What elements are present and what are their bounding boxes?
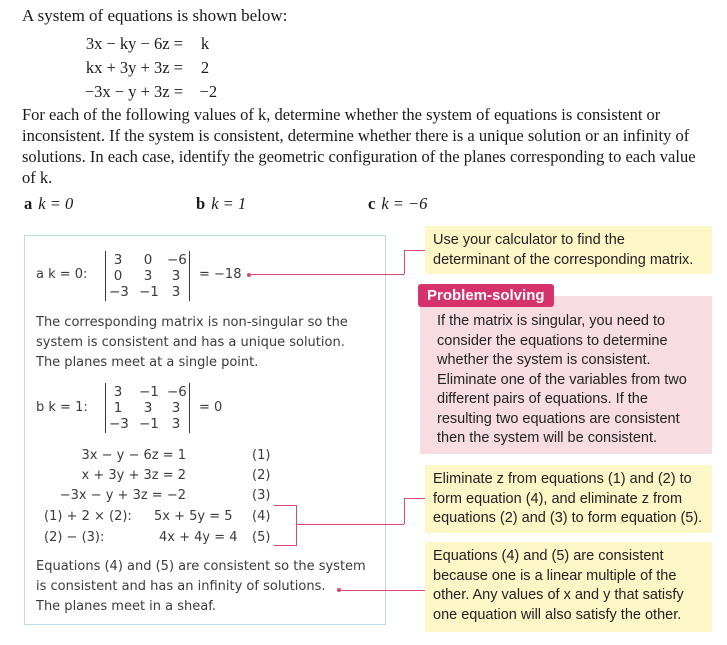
system-eq-5-operation: (2) − (3): — [44, 530, 105, 545]
part-letter: c — [368, 194, 376, 213]
note-problem-solving: If the matrix is singular, you need to consider the equations to determine whether the system is consistent. Eliminate one of the variables from two different pairs of equations. If the resulting two equations are consistent then the system will be consistent. — [420, 296, 712, 454]
system-eq-2-number: (2) — [252, 468, 271, 483]
matrix-cell: 3 — [143, 400, 153, 416]
system-eq-1-number: (1) — [252, 448, 271, 463]
equation-rhs: k — [200, 34, 210, 53]
solution-a-label: a k = 0: — [36, 267, 88, 282]
equation-2 — [68, 58, 209, 78]
system-eq-1: 3x − y − 6z = 1 — [81, 448, 186, 463]
matrix-bar-left — [105, 383, 106, 433]
part-b — [196, 194, 246, 214]
matrix-cell: 1 — [113, 400, 123, 416]
system-eq-5-number: (5) — [252, 530, 271, 545]
equation-rhs: −2 — [199, 82, 218, 101]
matrix-bar-right — [189, 251, 190, 301]
system-eq-4-operation: (1) + 2 × (2): — [44, 509, 132, 524]
matrix-cell: −6 — [167, 252, 187, 268]
question-intro: A system of equations is shown below: — [22, 6, 288, 25]
system-eq-4: 5x + 5y = 5 — [154, 509, 233, 524]
matrix-cell: 3 — [171, 284, 181, 300]
part-text: k = 1 — [211, 194, 247, 213]
equation-rhs: 2 — [200, 58, 210, 77]
matrix-cell: 3 — [171, 268, 181, 284]
system-eq-5: 4x + 4y = 4 — [159, 530, 238, 545]
connector-line — [296, 524, 404, 525]
matrix-cell: 0 — [143, 252, 153, 268]
solution-b-line-3: The planes meet in a sheaf. — [36, 599, 216, 614]
system-eq-3: −3x − y + 3z = −2 — [59, 488, 186, 503]
matrix-cell: −1 — [139, 416, 159, 432]
solution-b-line-2: is consistent and has an infinity of solutions. — [36, 579, 326, 594]
connector-line — [404, 498, 425, 499]
system-eq-3-number: (3) — [252, 488, 271, 503]
part-letter: a — [24, 194, 33, 213]
matrix-cell: 3 — [171, 400, 181, 416]
matrix-bar-left — [105, 251, 106, 301]
problem-solving-tag: Problem-solving — [418, 284, 554, 307]
equation-3 — [60, 82, 217, 102]
matrix-cell: −6 — [167, 384, 187, 400]
solution-b-label: b k = 1: — [36, 400, 88, 415]
connector-line — [404, 250, 405, 274]
note-consistent: Equations (4) and (5) are consistent because one is a linear multiple of the other. Any values of x and y that satisfy one equation will also satisfy the other. — [425, 542, 712, 632]
part-text: k = −6 — [381, 194, 428, 213]
part-letter: b — [196, 194, 206, 213]
solution-b-line-1: Equations (4) and (5) are consistent so the system — [36, 559, 366, 574]
matrix-cell: 3 — [113, 384, 123, 400]
part-a — [24, 194, 73, 214]
matrix-cell: −3 — [109, 284, 129, 300]
matrix-cell: 3 — [171, 416, 181, 432]
connector-line — [404, 498, 405, 524]
bracket-line — [274, 505, 297, 546]
equation-lhs: kx + 3y + 3z = — [85, 58, 183, 77]
determinant-a-result: = −18 — [199, 267, 242, 282]
equation-lhs: 3x − ky − 6z = — [85, 34, 183, 53]
equation-lhs: −3x − y + 3z = — [84, 82, 183, 101]
matrix-cell: 3 — [143, 268, 153, 284]
matrix-bar-right — [189, 383, 190, 433]
equation-1 — [68, 34, 209, 54]
system-eq-4-number: (4) — [252, 509, 271, 524]
part-text: k = 0 — [38, 194, 74, 213]
solution-a-line-3: The planes meet at a single point. — [36, 355, 259, 370]
determinant-b-result: = 0 — [199, 400, 223, 415]
note-eliminate: Eliminate z from equations (1) and (2) to form equation (4), and eliminate z from equations (2) and (3) to form equation (5). — [425, 465, 712, 533]
system-eq-2: x + 3y + 3z = 2 — [81, 468, 186, 483]
matrix-cell: −3 — [109, 416, 129, 432]
question-body: For each of the following values of k, determine whether the system of equations is consistent or inconsistent. If the system is consistent, determine whether there is a unique solution or an infinity of solutions. In each case, identify the geometric configuration of the planes corresponding to each value of k. — [22, 105, 696, 187]
connector-line — [341, 590, 425, 591]
matrix-cell: 3 — [113, 252, 123, 268]
matrix-cell: −1 — [139, 384, 159, 400]
matrix-cell: −1 — [139, 284, 159, 300]
connector-line — [251, 274, 404, 275]
part-c — [368, 194, 427, 214]
solution-a-line-1: The corresponding matrix is non-singular so the — [36, 315, 348, 330]
matrix-cell: 0 — [113, 268, 123, 284]
solution-a-line-2: system is consistent and has a unique solution. — [36, 335, 345, 350]
note-calculator: Use your calculator to find the determinant of the corresponding matrix. — [425, 226, 712, 274]
connector-line — [404, 250, 425, 251]
